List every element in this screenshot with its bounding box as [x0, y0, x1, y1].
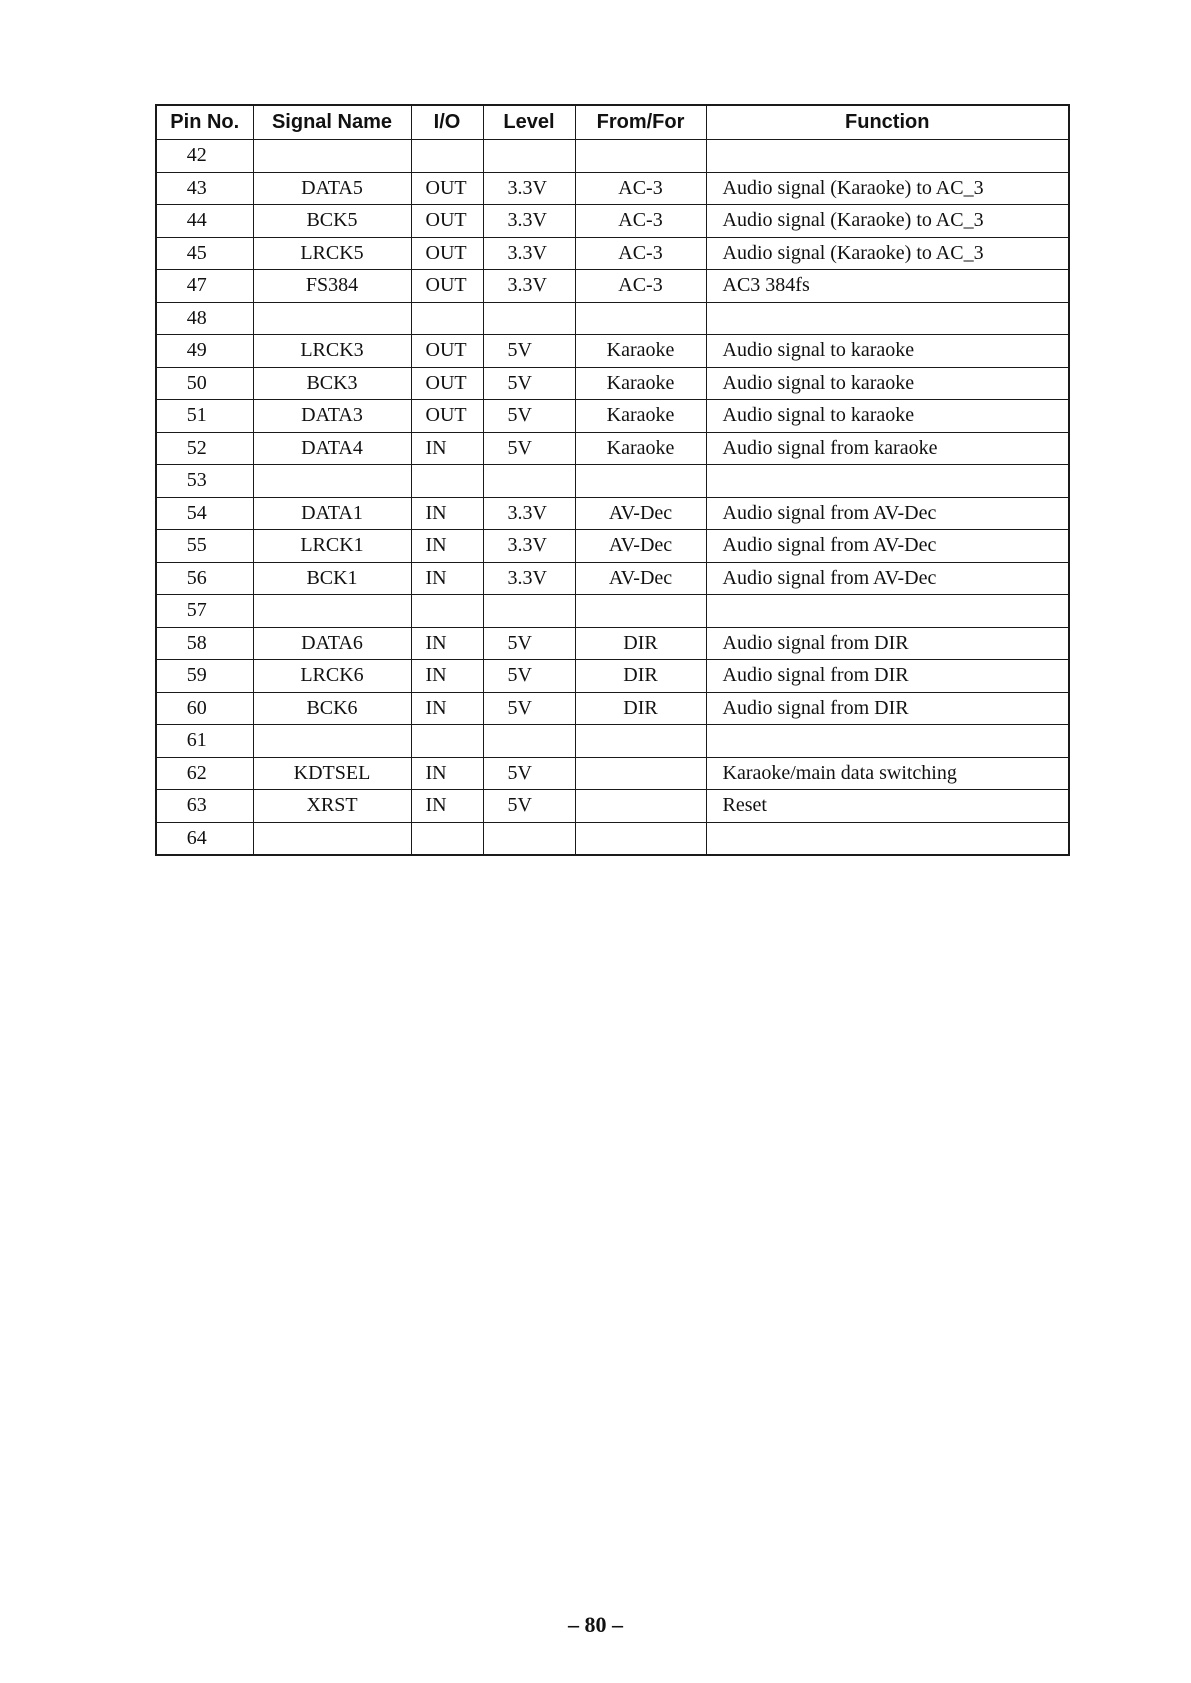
cell-from-for [575, 302, 706, 335]
cell-from-for: AC-3 [575, 205, 706, 238]
cell-function [706, 302, 1069, 335]
table-row [156, 172, 1069, 205]
cell-level: 5V [483, 790, 575, 823]
cell-level: 5V [483, 335, 575, 368]
cell-level: 5V [483, 432, 575, 465]
cell-signal-name [253, 465, 411, 498]
cell-pin-no: 59 [156, 660, 253, 693]
cell-pin-no: 48 [156, 302, 253, 335]
cell-level: 5V [483, 660, 575, 693]
cell-pin-no: 51 [156, 400, 253, 433]
cell-pin-no: 42 [156, 140, 253, 173]
cell-signal-name: FS384 [253, 270, 411, 303]
cell-io: OUT [411, 205, 483, 238]
cell-function [706, 140, 1069, 173]
cell-pin-no: 49 [156, 335, 253, 368]
cell-signal-name: DATA5 [253, 172, 411, 205]
table-row [156, 790, 1069, 823]
cell-io: IN [411, 627, 483, 660]
table-row [156, 335, 1069, 368]
table-row [156, 205, 1069, 238]
header-function: Function [706, 105, 1069, 140]
table-row [156, 400, 1069, 433]
table-row [156, 432, 1069, 465]
table-row [156, 497, 1069, 530]
cell-level: 3.3V [483, 237, 575, 270]
cell-pin-no: 54 [156, 497, 253, 530]
table-row [156, 302, 1069, 335]
cell-pin-no: 64 [156, 822, 253, 855]
cell-function: Audio signal to karaoke [706, 335, 1069, 368]
cell-signal-name: LRCK6 [253, 660, 411, 693]
table-row [156, 595, 1069, 628]
cell-from-for: Karaoke [575, 367, 706, 400]
cell-from-for: AV-Dec [575, 530, 706, 563]
cell-io: IN [411, 757, 483, 790]
cell-function: Audio signal from DIR [706, 692, 1069, 725]
cell-function: Audio signal (Karaoke) to AC_3 [706, 237, 1069, 270]
cell-pin-no: 60 [156, 692, 253, 725]
cell-level [483, 140, 575, 173]
cell-io [411, 140, 483, 173]
cell-pin-no: 61 [156, 725, 253, 758]
cell-io: OUT [411, 400, 483, 433]
cell-function [706, 465, 1069, 498]
header-io: I/O [411, 105, 483, 140]
cell-level: 5V [483, 367, 575, 400]
pin-function-table [155, 104, 1070, 856]
table-row [156, 140, 1069, 173]
cell-from-for: Karaoke [575, 400, 706, 433]
cell-io: OUT [411, 270, 483, 303]
cell-level [483, 465, 575, 498]
cell-level: 5V [483, 627, 575, 660]
cell-signal-name: BCK6 [253, 692, 411, 725]
cell-level: 3.3V [483, 530, 575, 563]
cell-function: Audio signal (Karaoke) to AC_3 [706, 205, 1069, 238]
cell-io [411, 595, 483, 628]
cell-pin-no: 47 [156, 270, 253, 303]
cell-from-for: AV-Dec [575, 497, 706, 530]
cell-signal-name [253, 725, 411, 758]
cell-function: Audio signal to karaoke [706, 400, 1069, 433]
cell-function [706, 822, 1069, 855]
table-row [156, 822, 1069, 855]
table-row [156, 367, 1069, 400]
cell-io [411, 465, 483, 498]
cell-signal-name: BCK3 [253, 367, 411, 400]
cell-pin-no: 57 [156, 595, 253, 628]
cell-function [706, 595, 1069, 628]
cell-level [483, 725, 575, 758]
page-number: – 80 – [568, 1612, 623, 1637]
cell-signal-name [253, 302, 411, 335]
cell-function: Audio signal (Karaoke) to AC_3 [706, 172, 1069, 205]
cell-signal-name: LRCK3 [253, 335, 411, 368]
cell-function: Reset [706, 790, 1069, 823]
cell-level: 3.3V [483, 172, 575, 205]
cell-from-for: Karaoke [575, 335, 706, 368]
cell-io [411, 302, 483, 335]
table-row [156, 627, 1069, 660]
cell-from-for [575, 725, 706, 758]
cell-io: OUT [411, 237, 483, 270]
cell-function [706, 725, 1069, 758]
cell-from-for: AV-Dec [575, 562, 706, 595]
cell-level [483, 302, 575, 335]
cell-from-for [575, 140, 706, 173]
table-row [156, 660, 1069, 693]
table-row [156, 270, 1069, 303]
header-from-for: From/For [575, 105, 706, 140]
table-row [156, 562, 1069, 595]
table-row [156, 530, 1069, 563]
cell-pin-no: 56 [156, 562, 253, 595]
cell-from-for: Karaoke [575, 432, 706, 465]
cell-from-for [575, 595, 706, 628]
cell-pin-no: 53 [156, 465, 253, 498]
cell-function: Audio signal from AV-Dec [706, 562, 1069, 595]
table-header [156, 105, 1069, 140]
table-row [156, 725, 1069, 758]
cell-io: OUT [411, 172, 483, 205]
cell-pin-no: 62 [156, 757, 253, 790]
cell-signal-name [253, 140, 411, 173]
cell-level: 3.3V [483, 562, 575, 595]
cell-from-for [575, 465, 706, 498]
cell-pin-no: 52 [156, 432, 253, 465]
cell-signal-name: BCK1 [253, 562, 411, 595]
cell-level: 5V [483, 757, 575, 790]
cell-pin-no: 55 [156, 530, 253, 563]
cell-level: 3.3V [483, 270, 575, 303]
cell-from-for: AC-3 [575, 172, 706, 205]
cell-io [411, 725, 483, 758]
cell-from-for: DIR [575, 660, 706, 693]
cell-function: Audio signal from DIR [706, 627, 1069, 660]
cell-io: IN [411, 432, 483, 465]
cell-level: 3.3V [483, 497, 575, 530]
cell-function: Audio signal from AV-Dec [706, 530, 1069, 563]
cell-signal-name: DATA4 [253, 432, 411, 465]
table-row [156, 465, 1069, 498]
table-row [156, 692, 1069, 725]
cell-signal-name: XRST [253, 790, 411, 823]
cell-io: IN [411, 562, 483, 595]
cell-function: Audio signal from AV-Dec [706, 497, 1069, 530]
cell-from-for: AC-3 [575, 237, 706, 270]
header-signal-name: Signal Name [253, 105, 411, 140]
cell-pin-no: 50 [156, 367, 253, 400]
cell-io [411, 822, 483, 855]
cell-signal-name: DATA1 [253, 497, 411, 530]
cell-from-for: DIR [575, 627, 706, 660]
cell-from-for [575, 790, 706, 823]
cell-pin-no: 63 [156, 790, 253, 823]
cell-io: OUT [411, 367, 483, 400]
table-row [156, 757, 1069, 790]
cell-signal-name: KDTSEL [253, 757, 411, 790]
cell-signal-name: LRCK5 [253, 237, 411, 270]
cell-level: 5V [483, 400, 575, 433]
cell-function: Audio signal to karaoke [706, 367, 1069, 400]
cell-from-for: DIR [575, 692, 706, 725]
cell-io: IN [411, 530, 483, 563]
cell-io: OUT [411, 335, 483, 368]
cell-signal-name: BCK5 [253, 205, 411, 238]
cell-signal-name: LRCK1 [253, 530, 411, 563]
cell-io: IN [411, 497, 483, 530]
cell-signal-name [253, 822, 411, 855]
cell-function: Audio signal from karaoke [706, 432, 1069, 465]
cell-function: AC3 384fs [706, 270, 1069, 303]
cell-function: Audio signal from DIR [706, 660, 1069, 693]
cell-from-for [575, 822, 706, 855]
cell-from-for: AC-3 [575, 270, 706, 303]
cell-signal-name: DATA6 [253, 627, 411, 660]
cell-pin-no: 44 [156, 205, 253, 238]
cell-signal-name: DATA3 [253, 400, 411, 433]
cell-level [483, 595, 575, 628]
cell-function: Karaoke/main data switching [706, 757, 1069, 790]
cell-level [483, 822, 575, 855]
cell-io: IN [411, 660, 483, 693]
cell-pin-no: 43 [156, 172, 253, 205]
header-row [156, 105, 1069, 140]
cell-level: 5V [483, 692, 575, 725]
table-row [156, 237, 1069, 270]
cell-io: IN [411, 790, 483, 823]
cell-from-for [575, 757, 706, 790]
header-pin-no: Pin No. [156, 105, 253, 140]
cell-signal-name [253, 595, 411, 628]
table-body [156, 140, 1069, 856]
header-level: Level [483, 105, 575, 140]
cell-io: IN [411, 692, 483, 725]
cell-pin-no: 58 [156, 627, 253, 660]
cell-level: 3.3V [483, 205, 575, 238]
cell-pin-no: 45 [156, 237, 253, 270]
